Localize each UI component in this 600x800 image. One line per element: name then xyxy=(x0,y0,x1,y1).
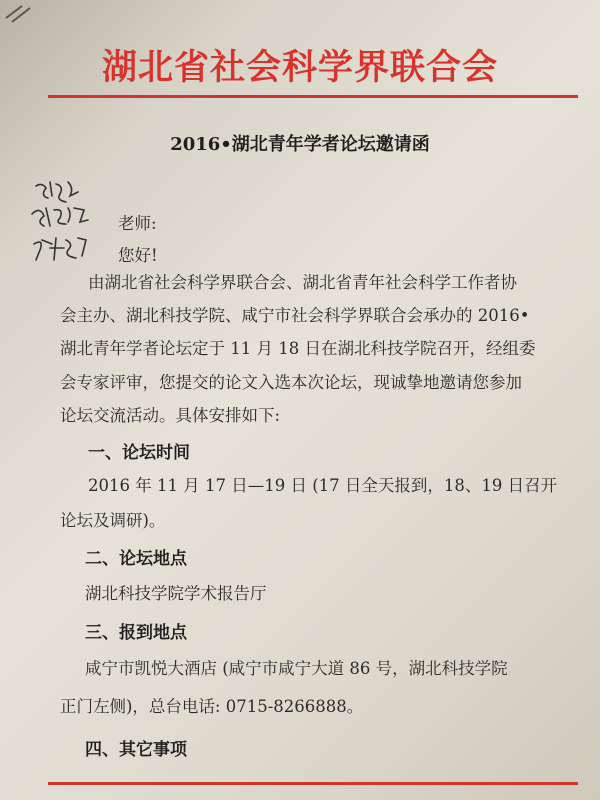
section-heading-time: 一、论坛时间 xyxy=(88,443,190,463)
greeting: 您好! xyxy=(118,246,158,265)
letter-title: 2016•湖北青年学者论坛邀请函 xyxy=(170,134,430,155)
section-line: 论坛及调研)。 xyxy=(60,511,166,530)
intro-line: 湖北青年学者论坛定于 11 月 18 日在湖北科技学院召开，经组委 xyxy=(60,339,536,358)
section-line: 2016 年 11 月 17 日—19 日 (17 日全天报到，18、19 日召开 xyxy=(88,476,558,495)
section-line: 湖北科技学院学术报告厅 xyxy=(85,584,267,603)
recipient-line: 老师: xyxy=(118,214,157,233)
handwritten-names-signature xyxy=(28,178,98,270)
footer-rule xyxy=(48,782,578,785)
section-heading-other: 四、其它事项 xyxy=(85,740,187,760)
intro-line: 论坛交流活动。具体安排如下: xyxy=(60,406,281,425)
intro-line: 会专家评审，您提交的论文入选本次论坛，现诚挚地邀请您参加 xyxy=(60,373,522,392)
pen-scribble-mark xyxy=(0,0,60,30)
section-line: 咸宁市凯悦大酒店 (咸宁市咸宁大道 86 号，湖北科技学院 xyxy=(85,659,508,678)
intro-line: 会主办、湖北科技学院、咸宁市社会科学界联合会承办的 2016• xyxy=(60,306,530,325)
section-heading-venue: 二、论坛地点 xyxy=(85,549,187,569)
intro-line: 由湖北省社会科学界联合会、湖北省青年社会科学工作者协 xyxy=(88,273,517,292)
letterhead-rule xyxy=(48,95,578,98)
section-heading-checkin: 三、报到地点 xyxy=(85,623,187,643)
letterhead-organization: 湖北省社会科学界联合会 xyxy=(101,48,498,88)
section-line: 正门左侧)，总台电话: 0715-8266888。 xyxy=(60,697,364,716)
